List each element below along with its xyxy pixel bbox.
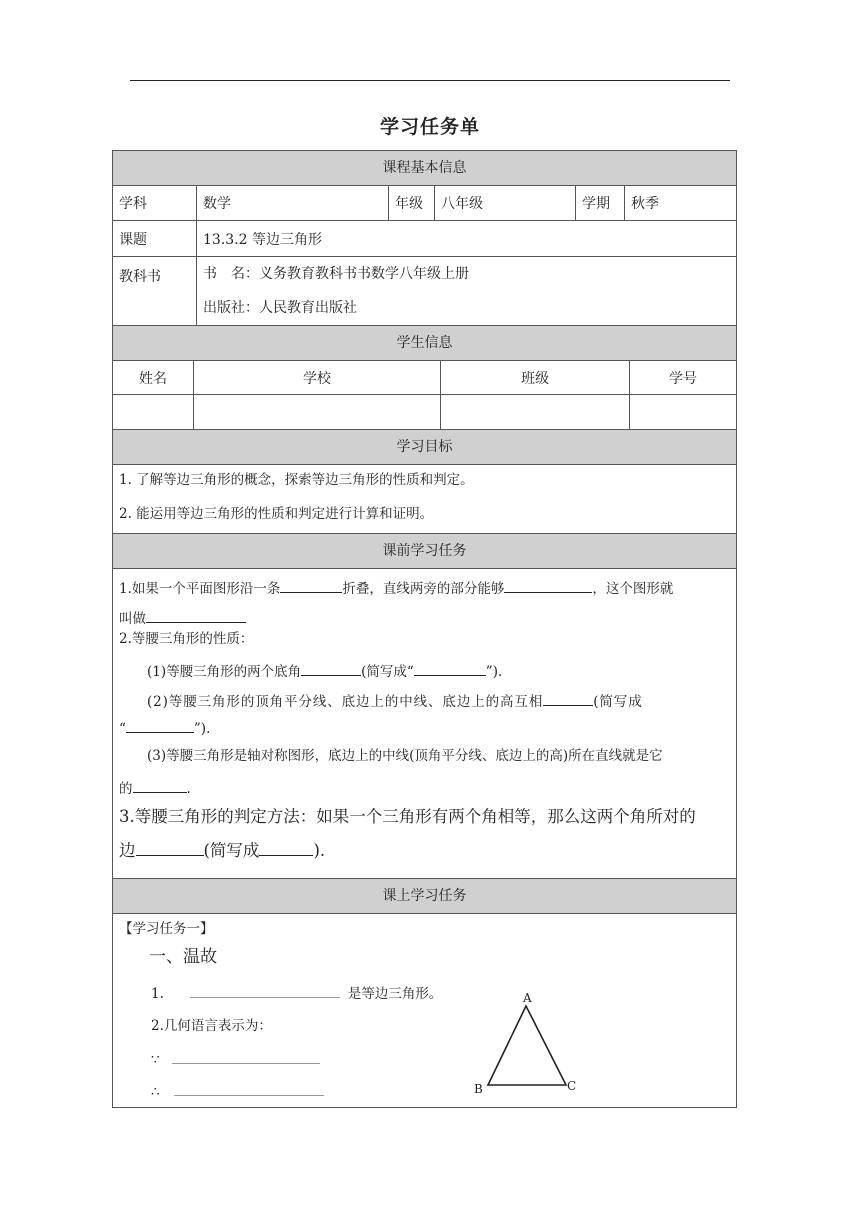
term-value: 秋季 — [624, 186, 736, 220]
q2-2-text-a: (2)等腰三角形的顶角平分线、底边上的中线、底边上的高互相 — [147, 694, 544, 710]
q1-line1 — [119, 577, 673, 597]
q2-2-text-d: ”). — [193, 721, 211, 737]
course-info-header: 课程基本信息 — [113, 151, 736, 186]
vertex-label-a: A — [523, 992, 532, 1005]
grade-value: 八年级 — [434, 186, 575, 220]
learning-goals — [113, 465, 736, 534]
q3-text-c: (简写成 — [203, 841, 260, 860]
because-symbol: ∵ — [151, 1052, 160, 1068]
q2-2-text-b: (简写成 — [593, 694, 643, 710]
in-class-task-body — [113, 914, 736, 1107]
page-title: 学习任务单 — [379, 116, 480, 138]
in-class-task-header: 课上学习任务 — [113, 879, 736, 914]
therefore-symbol: ∴ — [151, 1084, 160, 1100]
textbook-label: 教科书 — [119, 269, 161, 285]
q1-blank-2[interactable] — [504, 577, 592, 593]
topic-value: 13.3.2 等边三角形 — [196, 221, 736, 256]
q1-text-c: ，这个图形就 — [592, 581, 674, 597]
q1-blank-tail — [238, 608, 246, 623]
textbook-row — [113, 257, 736, 326]
q2-3-text-b: 的 — [119, 781, 133, 797]
q3-text-b: 边 — [119, 841, 136, 860]
q2-1-text-a: (1)等腰三角形的两个底角 — [147, 664, 302, 680]
review-item-2: 2.几何语言表示为： — [151, 1018, 272, 1034]
publisher-line: 出版社：人民教育出版社 — [203, 300, 357, 316]
q1-line2 — [119, 607, 246, 627]
student-entry-row — [113, 395, 736, 430]
q3-line1: 3.等腰三角形的判定方法：如果一个三角形有两个角相等，那么这两个角所对的 — [119, 807, 696, 826]
student-col-class: 班级 — [440, 361, 629, 394]
q2-heading: 2.等腰三角形的性质： — [119, 631, 254, 647]
grade-label: 年级 — [388, 186, 434, 220]
equilateral-triangle-figure — [468, 992, 588, 1096]
q2-2-text-c: “ — [119, 721, 126, 737]
q1-text-d: 叫做 — [119, 611, 146, 627]
q2-1-blank-1[interactable] — [301, 660, 361, 676]
school-field[interactable] — [193, 395, 440, 429]
q2-3-line2 — [119, 777, 191, 797]
review-item-1 — [151, 985, 442, 1002]
task-sheet-table — [112, 150, 737, 1108]
student-col-name: 姓名 — [139, 370, 167, 387]
pre-class-task-body — [113, 569, 736, 879]
term-label: 学期 — [575, 186, 624, 220]
class-field[interactable] — [440, 395, 629, 429]
q1-blank-1[interactable] — [280, 578, 342, 593]
review-item-1-text: 是等边三角形。 — [347, 986, 443, 1002]
q2-3-line1: (3)等腰三角形是轴对称图形，底边上的中线(顶角平分线、底边上的高)所在直线就是它 — [147, 748, 663, 764]
q3-blank-1[interactable] — [136, 839, 204, 856]
top-rule — [130, 80, 730, 81]
subject-value: 数学 — [196, 186, 388, 220]
q1-text-a: 1.如果一个平面图形沿一条 — [119, 581, 281, 597]
student-col-school: 学校 — [193, 361, 440, 394]
therefore-line — [151, 1083, 324, 1100]
q2-1-blank-2[interactable] — [414, 661, 486, 676]
q2-2-blank-2[interactable] — [126, 718, 194, 733]
review-item-1-num: 1. — [151, 986, 164, 1002]
student-col-id: 学号 — [629, 361, 736, 394]
student-id-field[interactable] — [629, 395, 736, 429]
book-name-line: 书 名：义务教育教科书书数学八年级上册 — [203, 266, 469, 282]
name-field[interactable] — [113, 395, 193, 429]
goal-item: 2. 能运用等边三角形的性质和判定进行计算和证明。 — [119, 506, 434, 522]
therefore-blank[interactable] — [174, 1083, 324, 1096]
review-item-1-blank[interactable] — [190, 985, 340, 998]
textbook-info — [196, 257, 736, 325]
q2-2-blank-1[interactable] — [543, 690, 593, 706]
q2-1-text-b: (简写成“ — [361, 664, 414, 680]
student-columns-row — [113, 361, 736, 395]
student-info-header: 学生信息 — [113, 326, 736, 361]
topic-label: 课题 — [119, 231, 147, 248]
q2-3-text-c: . — [186, 781, 191, 797]
because-blank[interactable] — [172, 1051, 320, 1064]
task-one-title: 【学习任务一】 — [119, 921, 214, 937]
pre-class-task-header: 课前学习任务 — [113, 534, 736, 569]
subject-row — [113, 186, 736, 221]
q2-1-text-c: ”). — [485, 664, 503, 680]
topic-row — [113, 221, 736, 257]
because-line — [151, 1051, 320, 1068]
q2-3-blank[interactable] — [133, 777, 187, 793]
q3-blank-2[interactable] — [259, 839, 313, 856]
goal-item: 1. 了解等边三角形的概念，探索等边三角形的性质和判定。 — [119, 472, 474, 488]
vertex-label-c: C — [567, 1079, 577, 1093]
subject-label: 学科 — [119, 196, 147, 212]
q1-blank-3[interactable] — [146, 607, 238, 623]
q2-1-line — [147, 660, 502, 680]
review-section-title: 一、温故 — [149, 947, 217, 967]
learning-goals-header: 学习目标 — [113, 430, 736, 465]
q3-text-d: ). — [313, 841, 326, 860]
q2-2-line2 — [119, 718, 210, 737]
q3-line2 — [119, 839, 325, 861]
q1-text-b: 折叠，直线两旁的部分能够 — [342, 581, 505, 597]
triangle-shape — [488, 1006, 566, 1085]
q2-2-line1 — [147, 690, 643, 710]
vertex-label-b: B — [474, 1082, 483, 1096]
